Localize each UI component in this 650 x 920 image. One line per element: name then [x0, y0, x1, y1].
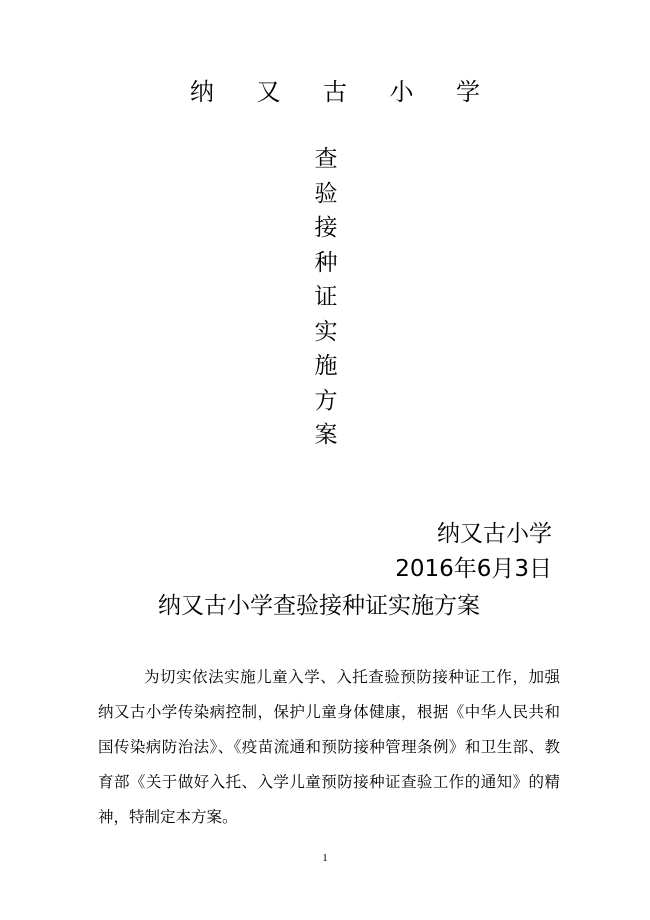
vertical-plan-title [311, 142, 341, 453]
school-name-char: 又 [256, 78, 281, 106]
vertical-title-char: 案 [314, 422, 338, 448]
school-name-heading [190, 78, 480, 106]
page-number: 1 [322, 852, 328, 864]
body-paragraph: 为切实依法实施儿童入学、入托查验预防接种证工作，加强纳又古小学传染病控制，保护儿童身体健康，根据《中华人民共和国传染病防治法》、《疫苗流通和预防接种管理条例》和卫生部、教育部《关于做好入托、入学儿童预防接种证查验工作的通知》的精神，特制定本方案。 [98, 668, 560, 826]
document-title: 纳又古小学查验接种证实施方案 [158, 593, 480, 619]
school-name-char: 学 [456, 78, 480, 106]
signature-organization: 纳又古小学 [437, 521, 552, 547]
school-name-char: 小 [389, 78, 414, 106]
school-name-char: 古 [323, 78, 347, 106]
vertical-title-char: 种 [314, 249, 338, 276]
vertical-title-char: 证 [314, 284, 338, 310]
school-name-char: 纳 [190, 78, 214, 106]
vertical-title-char: 方 [314, 387, 338, 414]
vertical-title-char: 验 [314, 180, 338, 207]
vertical-title-char: 施 [314, 353, 338, 379]
vertical-title-char: 实 [314, 318, 338, 345]
signature-date: 2016年6月3日 [395, 556, 552, 582]
vertical-title-char: 接 [314, 215, 338, 241]
vertical-title-char: 查 [314, 146, 338, 172]
